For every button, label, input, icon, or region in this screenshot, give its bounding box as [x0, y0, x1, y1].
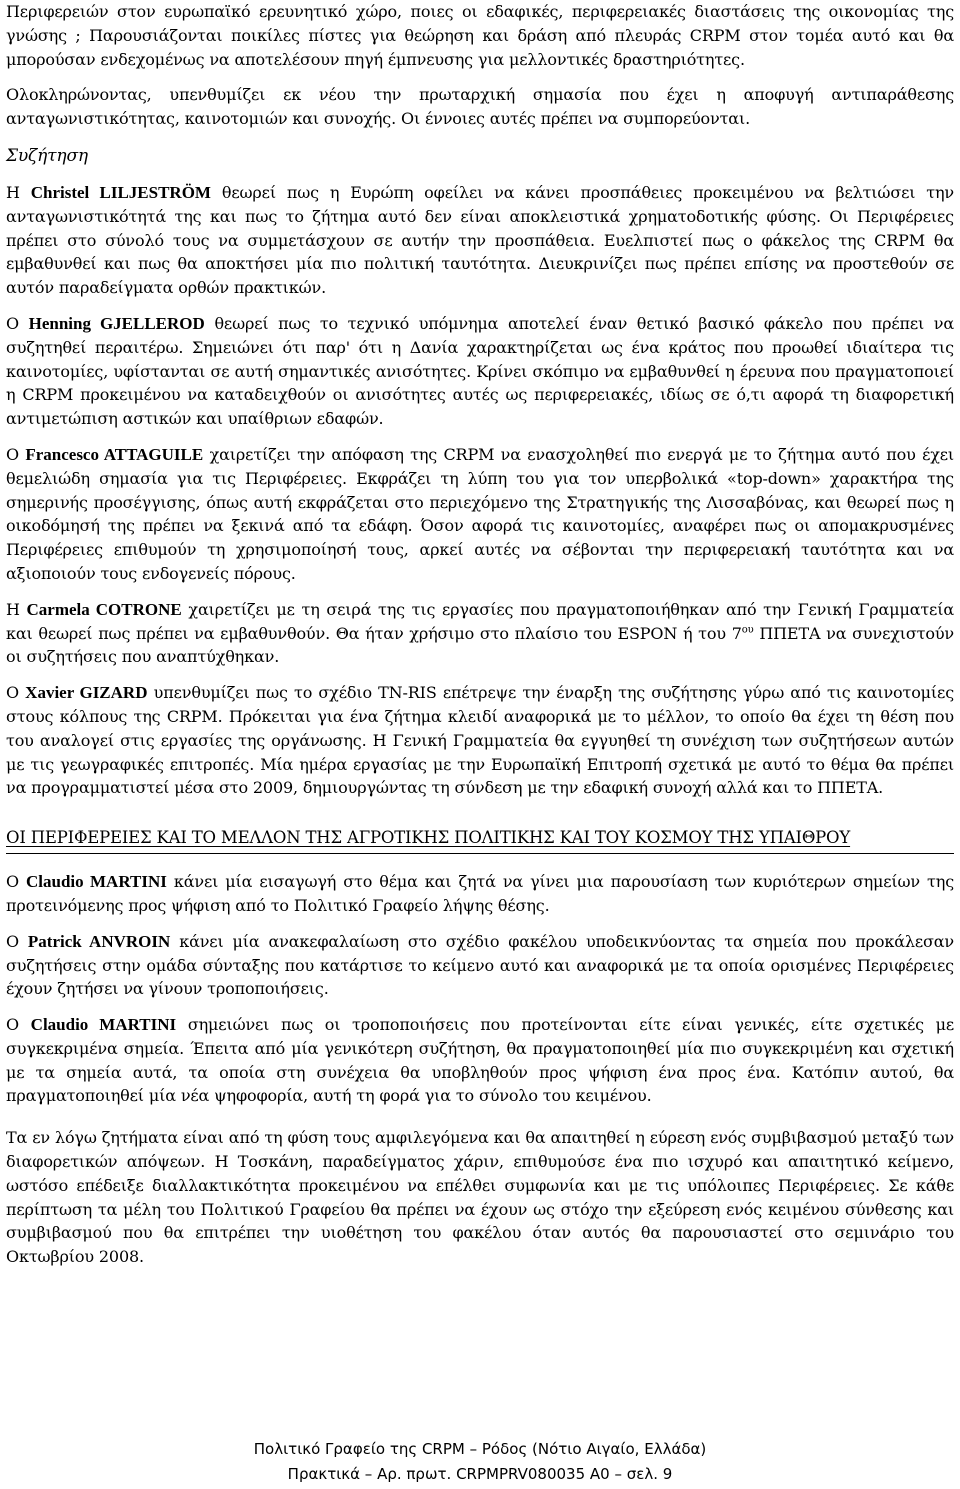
speaker-name: Christel LILJESTRÖM — [30, 182, 211, 202]
intro-paragraph-2: Ολοκληρώνοντας, υπενθυμίζει εκ νέου την πρωταρχική σημασία που έχει η αποφυγή αντιπαράθεσης ανταγωνιστικότητας, καινοτομιών και συνοχής. Οι έννοιες αυτές πρέπει να συμπορεύονται. — [6, 85, 954, 129]
paragraph-text: υπενθυμίζει πως το σχέδιο TN-RIS επέτρεψε την έναρξη της συζήτησης γύρω από τις καινοτομίες στους κόλπους της CRPM. Πρόκειται για ένα ζήτημα κλειδί αναφορικά με το μέλλον, το οποίο θα έχει τη θέση που του αναλογεί στις εργασίες της οργάνωσης. Η Γενική Γραμματεία θα εγγυηθεί τη συνέχιση των συζητήσεων αυτών με τις γεωγραφικές επιτροπές. Μία ημέρα εργασίας με την Ευρωπαϊκή Επιτροπή σχετικά με αυτό το θέμα θα πρέπει να προγραμματιστεί μέσα στο 2009, δημιουργώντας τη σύνδεση με την εδαφική συνοχή αλλά και το ΠΠΕΤΑ. — [6, 683, 955, 798]
paragraph-text: θεωρεί πως το τεχνικό υπόμνημα αποτελεί έναν θετικό βασικό φάκελο που πρέπει να συζητηθεί περαιτέρω. Σημειώνει ότι παρ' ότι η Δανία χαρακτηρίζεται ως ένα κράτος που προωθεί ιδιαίτερα τις καινοτομίες, υφίστανται σε αυτή σημαντικές ανισότητες. Κρίνει σκόπιμο να εμβαθυνθεί η έρευνα που πραγματοποιεί η CRPM προκειμένου να καταδειχθούν οι ανισότητες αυτές ως περιφερειακές, ιδίως σε ό,τι αφορά τη διαφορετική αντιμετώπιση αστικών και υπαίθριων εδαφών. — [6, 313, 954, 429]
paragraph-liljestrom — [6, 181, 954, 300]
footer-line-2: Πρακτικά – Αρ. πρωτ. CRPMPRV080035 A0 – σελ. 9 — [287, 1465, 673, 1483]
paragraph-text: χαιρετίζει με τη σειρά της τις εργασίες που πραγματοποιήθηκαν από την Γενική Γραμματεία και θεωρεί πως πρέπει να εμβαθυνθούν. Θα ήταν χρήσιμο στο πλαίσιο του ESPON ή του 7 — [6, 599, 954, 643]
section-title: ΟΙ ΠΕΡΙΦΕΡΕΙΕΣ ΚΑΙ ΤΟ ΜΕΛΛΟΝ ΤΗΣ ΑΓΡΟΤΙΚΗΣ ΠΟΛΙΤΙΚΗΣ ΚΑΙ ΤΟΥ ΚΟΣΜΟΥ ΤΗΣ ΥΠΑΙΘΡΟΥ — [6, 828, 851, 848]
article: Ο — [6, 1015, 31, 1035]
article: Ο — [6, 931, 28, 951]
article: Η — [6, 182, 31, 202]
paragraph-text-after: ΠΠΕΤΑ να συνεχιστούν οι συζητήσεις που αναπτύχθηκαν. — [6, 623, 954, 667]
footer-line-1: Πολιτικό Γραφείο της CRPM – Ρόδος (Νότιο Αιγαίο, Ελλάδα) — [253, 1440, 707, 1458]
speaker-name: Claudio MARTINI — [26, 872, 167, 892]
intro-paragraph-1: Περιφερειών στον ευρωπαϊκό ερευνητικό χώρο, ποιες οι εδαφικές, περιφερειακές διαστάσεις της οικονομίας της γνώσης ; Παρουσιάζονται ποικίλες πίστες για θεώρηση και δράση από πλευράς CRPM στον τομέα αυτό και θα μπορούσαν ενδεχομένως να αποτελέσουν πηγή έμπνευσης για μελλοντικές δραστηριότητες. — [6, 2, 954, 69]
ordinal-superscript: ου — [741, 624, 754, 636]
paragraph-text: κάνει μία ανακεφαλαίωση στο σχέδιο φακέλου υποδεικνύοντας τα σημεία που προκάλεσαν συζητήσεις στην ομάδα σύνταξης που κατάρτισε το κείμενο αυτό και αναφορικά με τα οποία ορισμένες Περιφέρειες έχουν ζητήσει να γίνουν τροποποιήσεις. — [6, 931, 955, 999]
paragraph-final: Τα εν λόγω ζητήματα είναι από τη φύση τους αμφιλεγόμενα και θα απαιτηθεί η εύρεση ενός συμβιβασμού μεταξύ των διαφορετικών απόψεων. Η Τοσκάνη, παραδείγματος χάριν, επιθυμούσε ένα πιο ισχυρό και απαιτητικό κείμενο, ωστόσο επέδειξε διαλλακτικότητα προκειμένου να επέλθει συμφωνία και με τις υπόλοιπες Περιφέρειες. Σε κάθε περίπτωση τα μέλη του Πολιτικού Γραφείου θα πρέπει να έχουν ως στόχο την εξεύρεση ενός κειμένου σύνθεσης και συμβιβασμού που θα επιτρέπει την υιοθέτηση του φακέλου όταν αυτός θα παρουσιαστεί στο σεμινάριο του Οκτωβρίου 2008. — [6, 1128, 954, 1267]
paragraph-cotrone — [6, 598, 954, 669]
speaker-name: Carmela COTRONE — [26, 599, 182, 619]
discussion-heading: Συζήτηση — [6, 145, 88, 166]
speaker-name: Patrick ANVROIN — [27, 931, 171, 951]
speaker-name: Claudio MARTINI — [30, 1015, 177, 1035]
article: Η — [6, 599, 27, 619]
paragraph-gizard — [6, 681, 954, 800]
paragraph-gjellerod — [6, 312, 954, 431]
paragraph-text: θεωρεί πως η Ευρώπη οφείλει να κάνει προσπάθειες προκειμένου να βελτιώσει την ανταγωνιστικότητά της και πως το ζήτημα αυτό δεν είναι αποκλειστικά χρηματοδοτικής φύσης. Οι Περιφέρειες πρέπει στο σύνολό τους να συμμετάσχουν σε αυτήν την προσπάθεια. Ευελπιστεί πως ο φάκελος της CRPM θα εμβαθυνθεί και πως θα αποκτήσει μία πιο πολιτική ταυτότητα. Διευκρινίζει πως πρέπει επίσης να προστεθούν σε αυτόν παραδείγματα ορθών πρακτικών. — [6, 182, 954, 298]
paragraph-attaguile — [6, 443, 954, 586]
speaker-name: Francesco ATTAGUILE — [25, 444, 204, 464]
article: Ο — [6, 313, 29, 333]
paragraph-text: σημειώνει πως οι τροποποιήσεις που προτείνονται είτε είναι γενικές, είτε σχετικές με συγκεκριμένα σημεία. Έπειτα από μία γενικότερη συζήτηση, θα πραγματοποιηθεί μία πιο συγκεκριμένη και σχετική με τα σημεία αυτά, τα οποία στη συνέχεια θα υποβληθούν προς ψήφιση ένα προς ένα. Κατόπιν αυτού, θα πραγματοποιηθεί μία νέα ψηφοφορία, αυτή τη φορά για το σύνολο του κειμένου. — [6, 1015, 954, 1106]
article: Ο — [6, 872, 27, 892]
paragraph-martini-2 — [6, 1013, 954, 1108]
paragraph-text: κάνει μία εισαγωγή στο θέμα και ζητά να γίνει μια παρουσίαση των κυριότερων σημείων της προτεινόμενης προς ψήφιση από το Πολιτικό Γραφείο λήψης θέσης. — [6, 872, 954, 915]
speaker-name: Xavier GIZARD — [25, 683, 148, 703]
paragraph-martini-1 — [6, 870, 954, 918]
speaker-name: Henning GJELLEROD — [28, 313, 205, 333]
paragraph-text: χαιρετίζει την απόφαση της CRPM να ενασχοληθεί πιο ενεργά με το ζήτημα αυτό που έχει θεμελιώδη σημασία για τις Περιφέρειες. Εκφράζει τη λύπη του για τον υπερβολικά «top-down» χαρακτήρα της σημερινής προσέγγισης, όπως αυτή εκφράζεται στο περιεχόμενο της Στρατηγικής της Λισσαβόνας, και θεωρεί πως η οικοδόμησή της πρέπει να ξεκινά από τα εδάφη. Όσον αφορά τις καινοτομίες, αναφέρει πως οι απομακρυσμένες Περιφέρειες επιθυμούν τη χρησιμοποίησή τους, αρκεί αυτές να σέβονται την περιφερειακή ταυτότητα και να αξιοποιούν τους ενδογενείς πόρους. — [6, 444, 955, 583]
paragraph-anvroin — [6, 930, 954, 1001]
document-page — [6, 0, 954, 1269]
article: Ο — [6, 683, 26, 703]
section-divider — [6, 853, 954, 854]
article: Ο — [6, 444, 26, 464]
